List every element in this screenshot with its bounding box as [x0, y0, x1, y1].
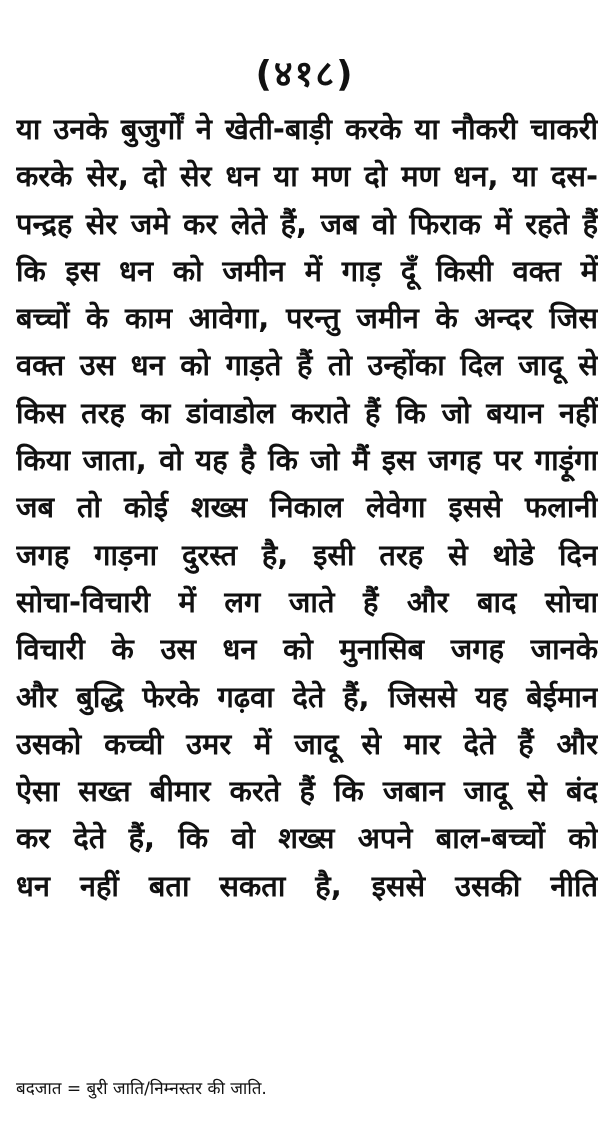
text-line: ऐसा सख्त बीमार करते हैं कि जबान जादू से बंद [16, 774, 598, 809]
text-line: किया जाता, वो यह है कि जो मैं इस जगह पर गाड़ूंगा [16, 443, 598, 478]
text-line: धन नहीं बता सकता है, इससे उसकी नीति [16, 868, 598, 903]
text-line: बच्चों के काम आवेगा, परन्तु जमीन के अन्दर जिस [16, 301, 598, 336]
text-line: करके सेर, दो सेर धन या मण दो मण धन, या दस- [16, 159, 598, 194]
footnote: बदजात = बुरी जाति/निम्नस्तर की जाति. [16, 1079, 267, 1099]
text-line: पन्द्रह सेर जमे कर लेते हैं, जब वो फिराक में रहते हैं [16, 206, 598, 241]
text-line: उसको कच्ची उमर में जादू से मार देते हैं और [16, 726, 598, 761]
text-line: और बुद्धि फेरके गढ़वा देते हैं, जिससे यह बेईमान [16, 679, 598, 714]
page-number: (४१८) [255, 54, 355, 95]
text-line: कर देते हैं, कि वो शख्स अपने बाल-बच्चों को [16, 821, 598, 856]
text-line: किस तरह का डांवाडोल कराते हैं कि जो बयान नहीं [16, 395, 598, 430]
text-line: विचारी के उस धन को मुनासिब जगह जानके [16, 632, 598, 667]
text-line: सोचा-विचारी में लग जाते हैं और बाद सोचा [16, 584, 598, 619]
text-line: जब तो कोई शख्स निकाल लेवेगा इससे फलानी [16, 490, 598, 525]
text-line: जगह गाड़ना दुरस्त है, इसी तरह से थोडे दिन [16, 537, 598, 572]
body-text [16, 106, 598, 910]
text-line: वक्त उस धन को गाड़ते हैं तो उन्होंका दिल जादू से [16, 348, 598, 383]
text-line: कि इस धन को जमीन में गाड़ दूँ किसी वक्त में [16, 253, 598, 288]
text-line: या उनके बुजुर्गों ने खेती-बाड़ी करके या नौकरी चाकरी [16, 112, 598, 146]
